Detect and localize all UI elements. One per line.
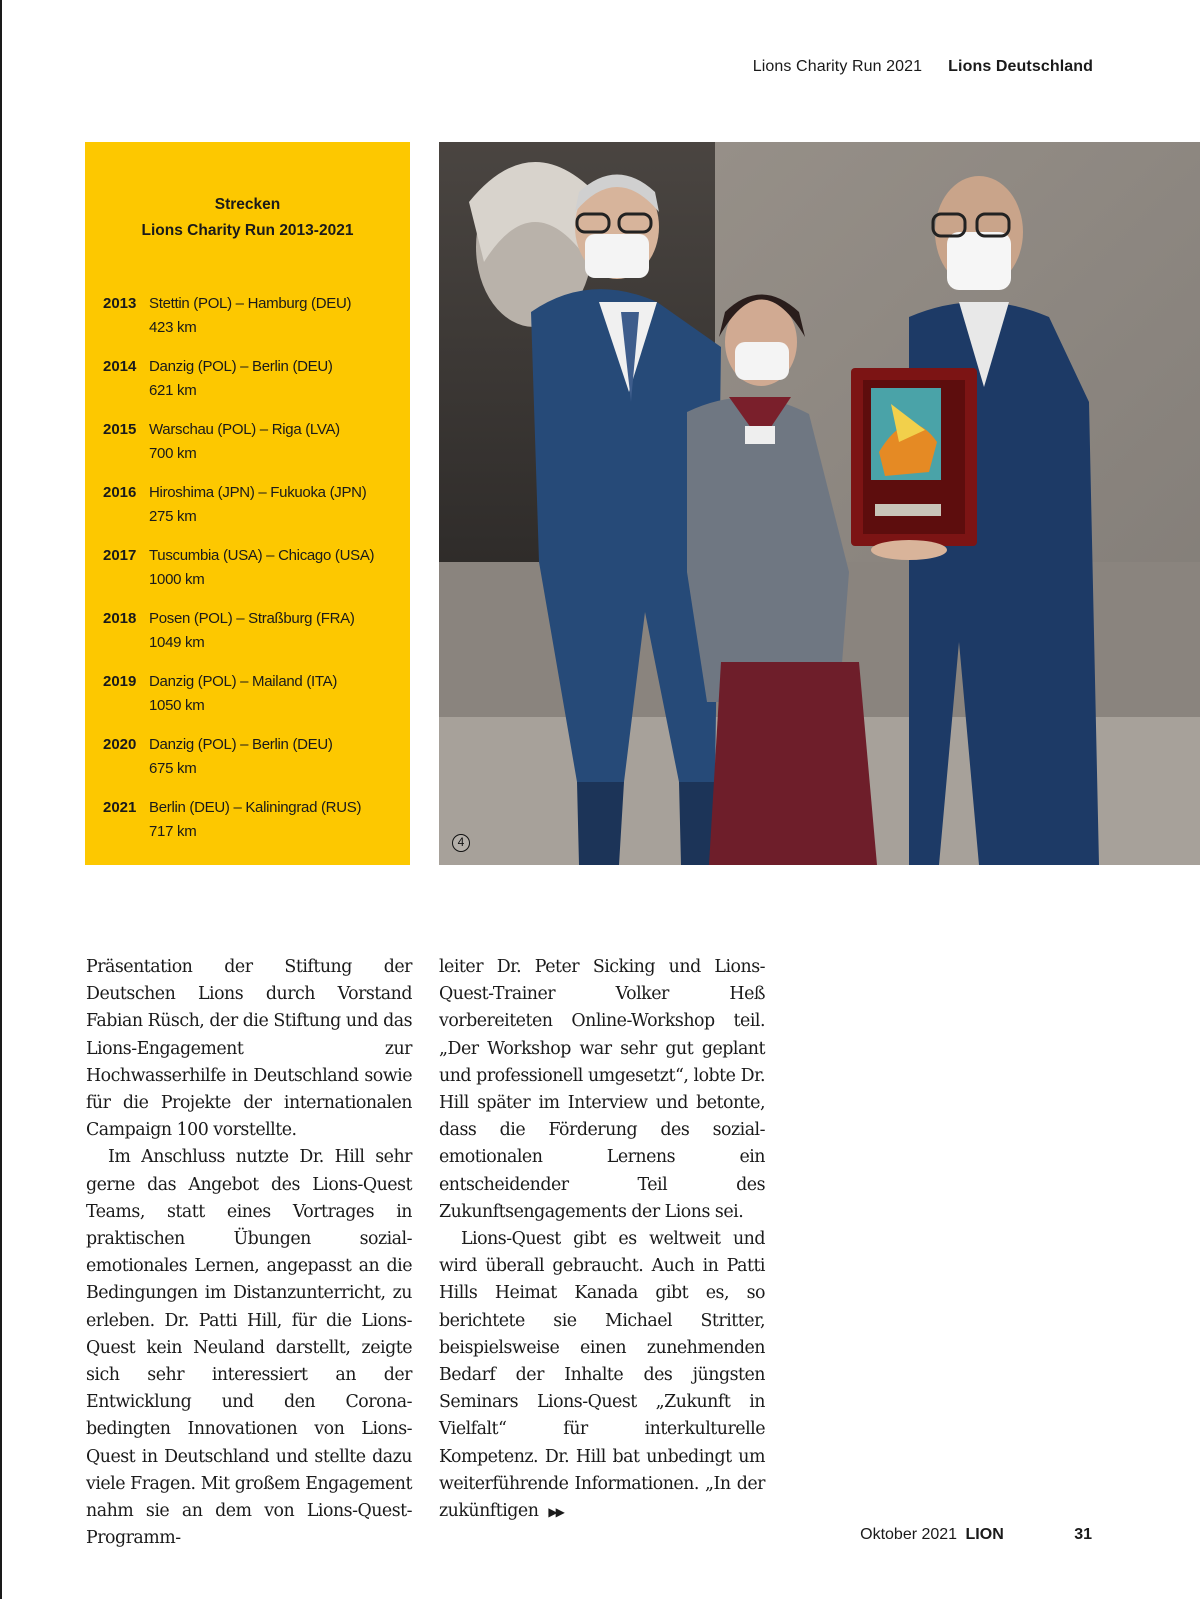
route-cities: Posen (POL) – Straßburg (FRA) [149,610,355,627]
route-year: 2017 [103,547,137,564]
sidebar-title [85,192,410,244]
route-cities: Warschau (POL) – Riga (LVA) [149,421,340,438]
route-cities: Tuscumbia (USA) – Chicago (USA) [149,547,375,564]
issue-date: Oktober 2021 [860,1526,958,1543]
running-head [753,58,1093,76]
article-column-1 [86,954,412,1552]
article-paragraph: leiter Dr. Peter Sicking und Lions-Quest-Trainer Volker Heß vorbereiteten Online-Workshop teil. „Der Workshop war sehr gut geplant und professionell umgesetzt“, lobte Dr. Hill später im Interview und betonte, dass die Förderung des sozial-emotionalen Lernens ein entscheidender Teil des Zukunftsengagements der Lions sei. [439,957,765,1222]
magazine-name: LION [965,1526,1004,1543]
section-title: Lions Charity Run 2021 [752,58,923,75]
article-column-2 [439,954,765,1526]
route-year: 2015 [103,421,137,438]
plaque-nameplate [875,504,941,516]
route-item [103,481,400,544]
route-item [103,292,400,355]
brand-title: Lions Deutschland [948,58,1093,75]
article-paragraph [439,1226,765,1526]
route-distance: 1049 km [149,634,205,651]
route-item [103,670,400,733]
route-year: 2013 [103,295,137,312]
continue-arrow-icon: ▶▶ [548,1505,563,1520]
route-item [103,355,400,418]
route-year: 2020 [103,736,137,753]
route-distance: 717 km [149,823,197,840]
sidebar-title-line1: Strecken [214,196,281,213]
route-year: 2018 [103,610,137,627]
route-cities: Berlin (DEU) – Kaliningrad (RUS) [149,799,362,816]
page-edge-rule [0,0,2,1599]
woman-mask [735,342,789,380]
routes-list [103,292,400,859]
photo-illustration [439,142,1200,865]
route-item [103,796,400,859]
route-distance: 1050 km [149,697,205,714]
route-year: 2019 [103,673,137,690]
page-footer [860,1526,1092,1544]
route-item [103,607,400,670]
route-cities: Danzig (POL) – Mailand (ITA) [149,673,338,690]
route-item [103,544,400,607]
route-distance: 1000 km [149,571,205,588]
sidebar-title-line2: Lions Charity Run 2013-2021 [141,222,354,239]
woman-skirt [709,662,877,865]
route-distance: 275 km [149,508,197,525]
route-year: 2016 [103,484,137,501]
route-year: 2014 [103,358,137,375]
route-cities: Hiroshima (JPN) – Fukuoka (JPN) [149,484,367,501]
man-left-mask [585,234,649,278]
route-item [103,418,400,481]
article-paragraph: Präsentation der Stiftung der Deutschen Lions durch Vorstand Fabian Rüsch, der die Stiftung und das Lions-Engagement zur Hochwasserhilfe in Deutschland sowie für die Projekte der internationalen Campaign 100 vorstellte. [86,957,412,1141]
award-photo [439,142,1200,865]
hands [871,540,947,560]
route-distance: 621 km [149,382,197,399]
article-paragraph-text: Lions-Quest gibt es weltweit und wird überall gebraucht. Auch in Patti Hills Heimat Kanada gibt es, so berichtete sie Michael Stritter, beispielsweise einen zunehmenden Bedarf der Inhalte des jüngsten Seminars Lions-Quest „Zukunft in Vielfalt“ für interkulturelle Kompetenz. Dr. Hill bat unbedingt um weiterführende Informationen. „In der zukünftigen [439,1229,765,1522]
route-year: 2021 [103,799,137,816]
route-distance: 700 km [149,445,197,462]
route-cities: Danzig (POL) – Berlin (DEU) [149,358,333,375]
woman-name-badge [745,426,775,444]
route-cities: Stettin (POL) – Hamburg (DEU) [149,295,352,312]
route-distance: 675 km [149,760,197,777]
photo-number-badge: 4 [452,834,470,852]
man-right-mask [947,232,1011,290]
article-paragraph: Im Anschluss nutzte Dr. Hill sehr gerne das Angebot des Lions-Quest Teams, statt eines Vortrages in praktischen Übungen sozial-emotionales Lernen, angepasst an die Bedingungen im Distanzunterricht, zu erleben. Dr. Patti Hill, für die Lions-Quest kein Neuland darstellt, zeigte sich sehr interessiert an der Entwicklung und den Corona-bedingten Innovationen von Lions-Quest in Deutschland und stellte dazu viele Fragen. Mit großem Engagement nahm sie an dem von Lions-Quest-Programm- [86,1147,412,1549]
route-cities: Danzig (POL) – Berlin (DEU) [149,736,333,753]
route-item [103,733,400,796]
route-distance: 423 km [149,319,197,336]
page-number: 31 [1074,1526,1092,1543]
routes-sidebar [85,142,410,865]
